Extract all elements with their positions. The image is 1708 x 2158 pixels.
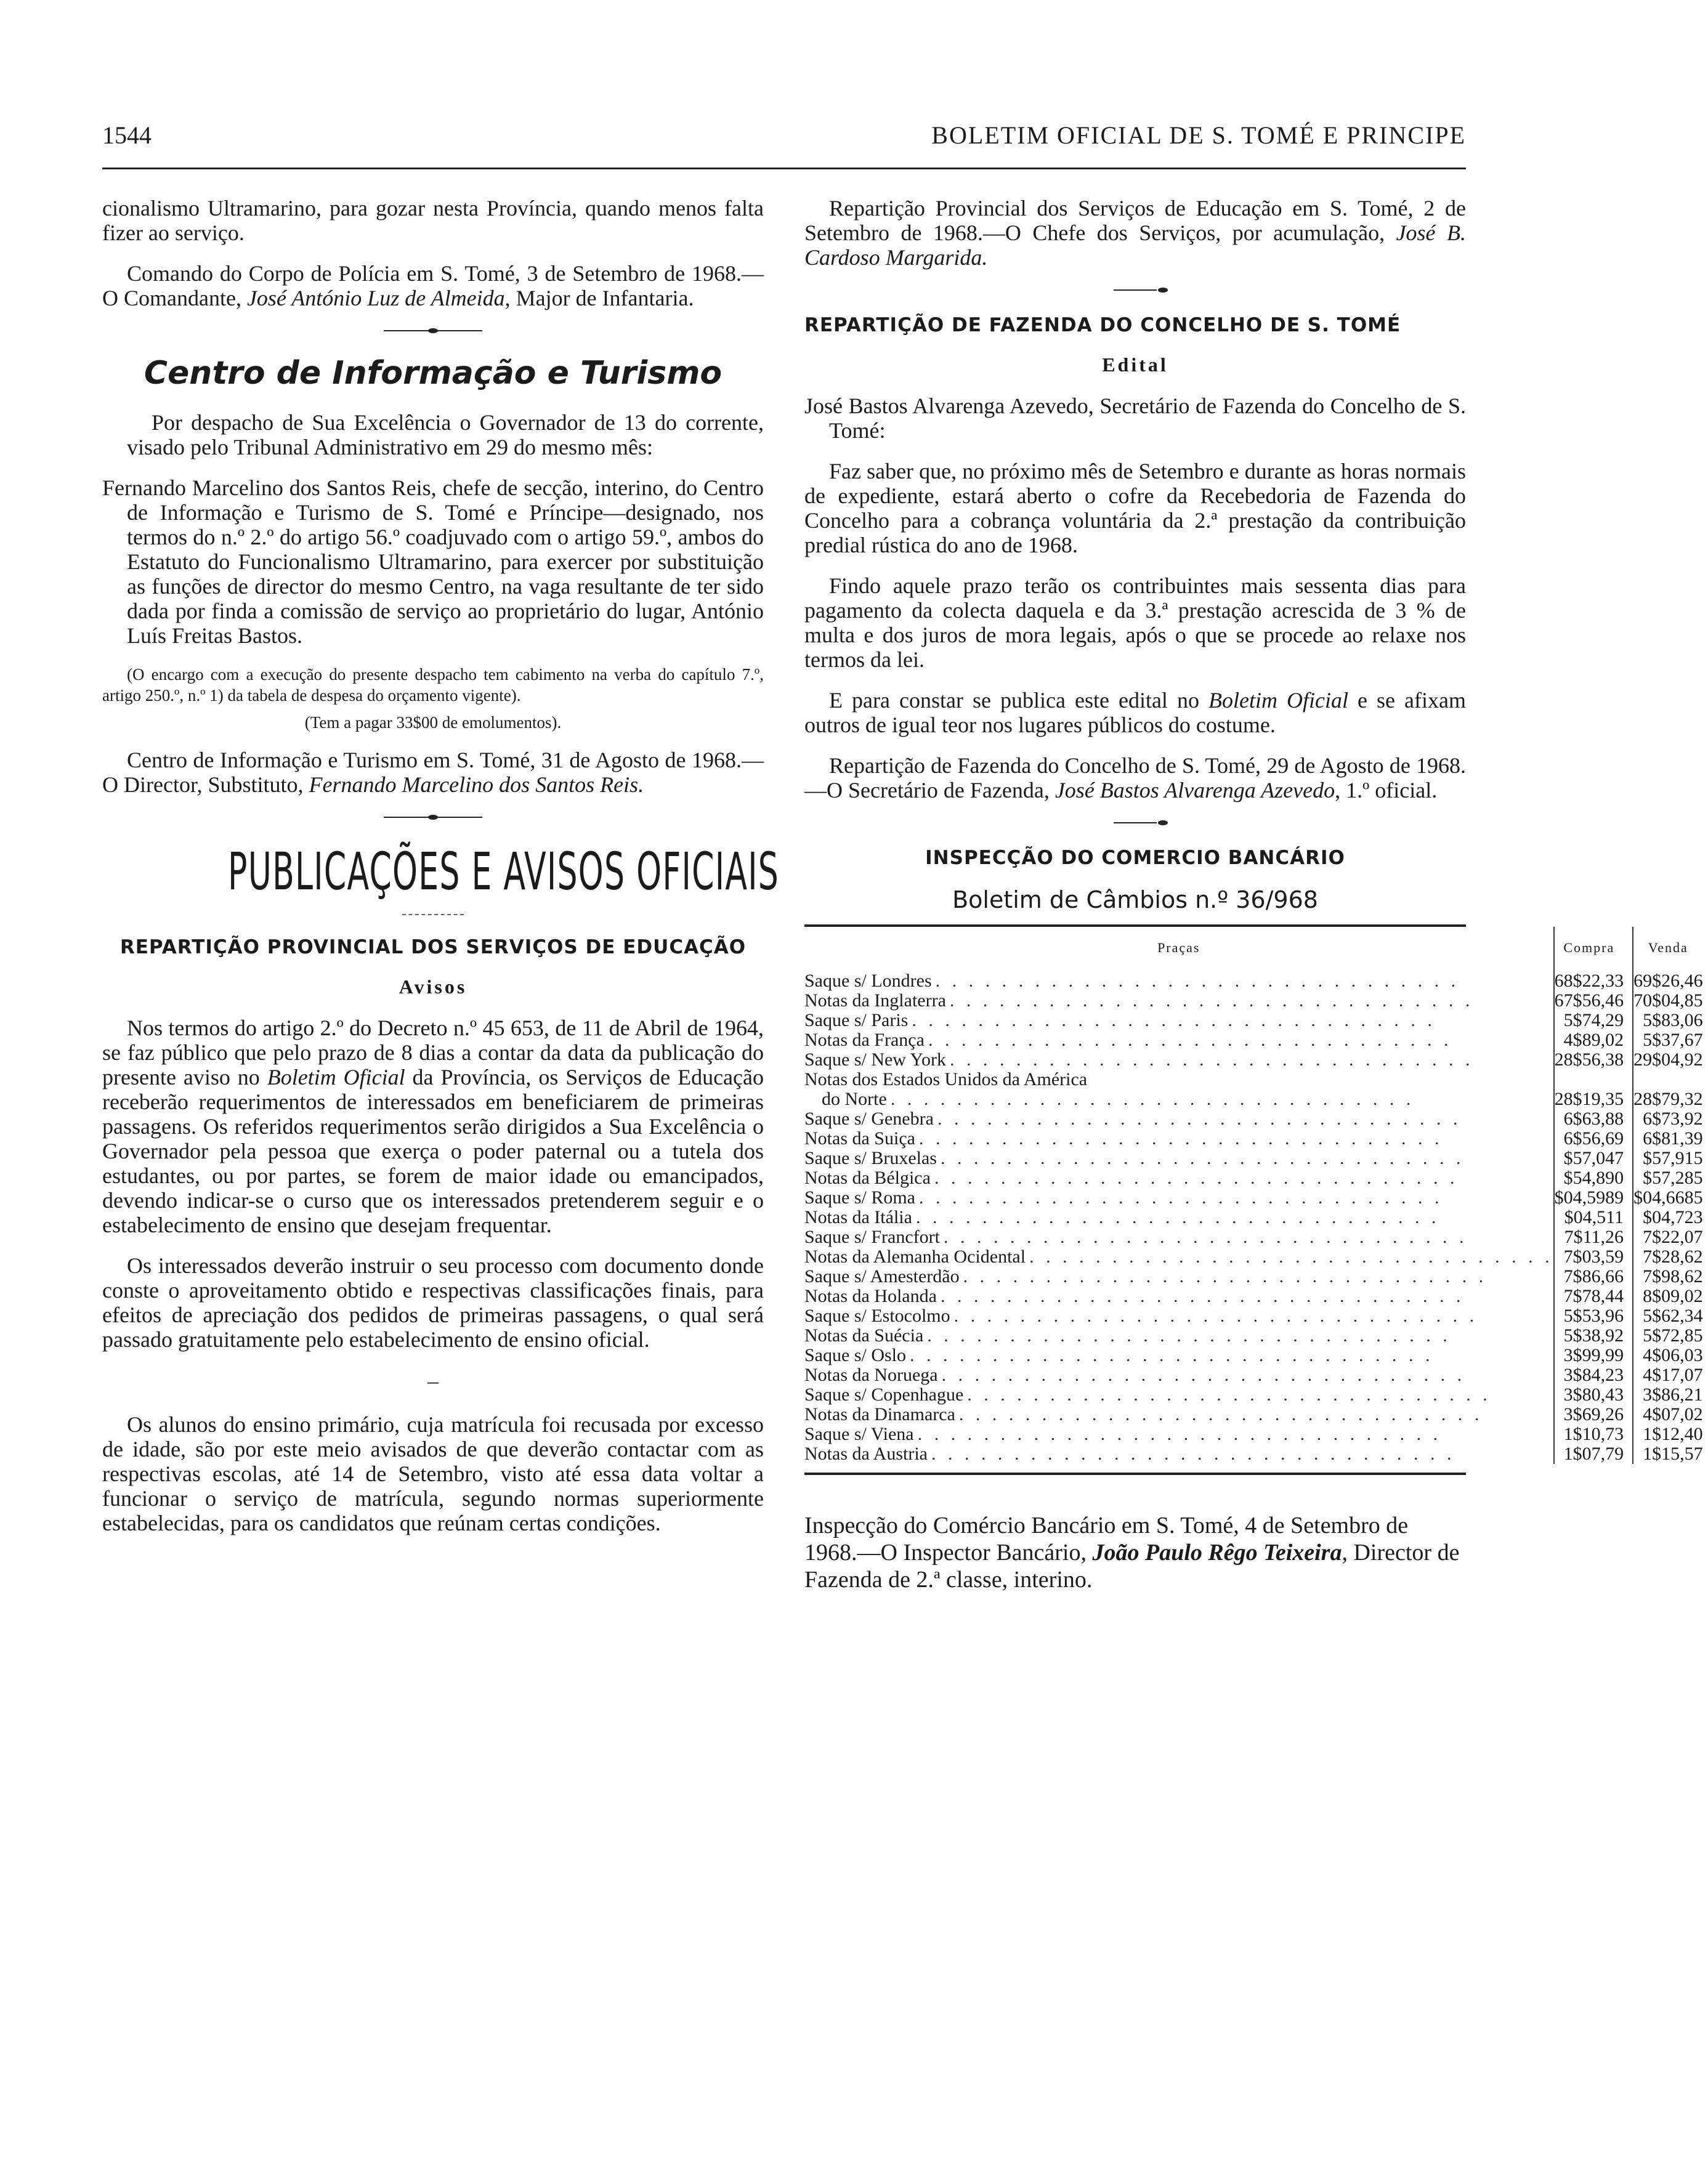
table-row [804, 1089, 1708, 1109]
row-place-cell [804, 1149, 1554, 1168]
avisos-paragraph-1 [102, 1016, 764, 1237]
row-sell: 3$86,21 [1633, 1385, 1708, 1405]
table-row [804, 1346, 1708, 1365]
row-place: Saque s/ Amesterdão [804, 1266, 960, 1287]
row-place: Notas da Dinamarca [804, 1404, 955, 1425]
inspeccao-title: INSPECÇÃO DO COMERCIO BANCÁRIO [925, 847, 1345, 869]
table-row [804, 1030, 1708, 1050]
row-buy: 4$89,02 [1554, 1030, 1633, 1050]
row-place: Saque s/ Roma [804, 1187, 915, 1208]
row-place: Notas da Holanda [804, 1286, 937, 1306]
leader-dots: . . . . . . . . . . . . . . . . . . . . . . . . . . . . . . . . [928, 1030, 1452, 1050]
row-place-cell [804, 1227, 1554, 1247]
header-buy: Compra [1554, 927, 1633, 971]
inspeccao-signoff [804, 1512, 1466, 1593]
avisos-p1-a: Nos termos do artigo 2.º do Decreto n.º 45 653, de 11 de Abril de 1964, se faz público que pelo prazo de 8 dias a contar da data da publicação do presente aviso no [102, 1016, 764, 1089]
row-place-cell [804, 1030, 1554, 1050]
row-sell [1633, 1070, 1708, 1089]
row-sell: 6$81,39 [1633, 1129, 1708, 1149]
inspeccao-signoff-name: João Paulo Rêgo Teixeira [1092, 1540, 1342, 1566]
leader-dots: . . . . . . . . . . . . . . . . . . . . . . . . . . . . . . . . [917, 1424, 1442, 1444]
row-place: Notas da Alemanha Ocidental [804, 1247, 1026, 1267]
row-buy: 3$84,23 [1554, 1365, 1633, 1385]
avisos-p1-b: da Província, os Serviços de Educação receberão requerimentos de interessados em beneficiarem de primeiras passagens. Os referidos requerimentos serão dirigidos a Sua Excelência o Governador pela pessoa que exerça o poder paternal ou a tutela dos estudantes, ou por partes, se forem de maior idade ou emancipados, devendo indicar-se o curso que os interessados pretenderem seguir e o estabelecimento de ensino que desejam frequentar. [102, 1065, 764, 1237]
row-buy: 1$10,73 [1554, 1425, 1633, 1444]
table-row [804, 1247, 1708, 1267]
table-row [804, 1011, 1708, 1030]
row-place-cell [804, 1247, 1554, 1267]
row-buy: $57,047 [1554, 1149, 1633, 1168]
table-row [804, 1306, 1708, 1326]
row-place: Saque s/ Viena [804, 1424, 914, 1444]
row-place-cell [804, 1287, 1554, 1306]
leader-dots: . . . . . . . . . . . . . . . . . . . . . . . . . . . . . . . . [934, 1168, 1459, 1188]
row-sell: 5$37,67 [1633, 1030, 1708, 1050]
row-sell: $04,6685 [1633, 1188, 1708, 1208]
leader-dots: . . . . . . . . . . . . . . . . . . . . . . . . . . . . . . . . [915, 1207, 1440, 1227]
fazenda-paragraph-2: Faz saber que, no próximo mês de Setembro e durante as horas normais de expediente, estará aberto o cofre da Recebedoria de Fazenda do Concelho para a cobrança voluntária da 2.ª prestação da contribuição predial rústica do ano de 1968. [804, 459, 1466, 557]
row-sell: 69$26,46 [1633, 971, 1708, 991]
row-buy: 5$38,92 [1554, 1326, 1633, 1346]
row-buy: 67$56,46 [1554, 991, 1633, 1011]
row-buy: $04,5989 [1554, 1188, 1633, 1208]
leader-dots: . . . . . . . . . . . . . . . . . . . . . . . . . . . . . . . . [941, 1365, 1466, 1385]
section-separator [384, 814, 482, 820]
row-place: Saque s/ Bruxelas [804, 1148, 937, 1168]
row-place-cell [804, 1208, 1554, 1227]
row-place-cell [804, 1129, 1554, 1149]
leader-dots: . . . . . . . . . . . . . . . . . . . . . . . . . . . . . . . . [940, 1148, 1465, 1168]
header-rule [102, 168, 1466, 169]
row-place-cell [804, 1011, 1554, 1030]
row-place: Notas da Inglaterra [804, 990, 946, 1011]
inspeccao-signoff-lead: Inspecção do Comércio Bancário em S. Tomé, 4 de Setembro de 1968.—O Inspector Bancário, [804, 1513, 1409, 1566]
leader-dots: . . . . . . . . . . . . . . . . . . . . . . . . . . . . . . . . [1029, 1247, 1553, 1267]
fazenda-p4-b: e se afixam outros de igual teor nos lugares públicos do costume. [804, 688, 1466, 737]
police-signoff-lead: Comando do Corpo de Polícia em S. Tomé, 3 de Setembro de 1968.—O Comandante, [102, 261, 764, 310]
avisos-label: Avisos [399, 976, 467, 998]
page-number: 1544 [102, 121, 152, 149]
avisos-paragraph-2: Os interessados deverão instruir o seu processo com documento donde conste o aproveitamento obtido e respectivas classificações finais, para efeitos de apreciação dos pedidos de primeiras passagens, o qual será passado gratuitamente pelo estabelecimento de ensino oficial. [102, 1253, 764, 1352]
dash-ornament: – [427, 1368, 439, 1393]
row-buy: 28$56,38 [1554, 1050, 1633, 1070]
row-buy [1554, 1070, 1633, 1089]
row-place-cell [804, 1188, 1554, 1208]
table-row [804, 1188, 1708, 1208]
row-place: Notas da Noruega [804, 1365, 938, 1385]
row-buy: 3$99,99 [1554, 1346, 1633, 1365]
exchange-rates-table [804, 927, 1708, 1464]
row-place-cell [804, 1050, 1554, 1070]
left-column [102, 196, 780, 2121]
row-sell: 8$09,02 [1633, 1287, 1708, 1306]
row-sell: 7$28,62 [1633, 1247, 1708, 1267]
educacao-signoff [804, 196, 1466, 270]
row-place: Notas da Suécia [804, 1325, 924, 1346]
leader-dots: . . . . . . . . . . . . . . . . . . . . . . . . . . . . . . . . [963, 1266, 1487, 1287]
table-row [804, 1287, 1708, 1306]
section-separator [1114, 287, 1157, 293]
row-buy: 1$07,79 [1554, 1444, 1633, 1464]
row-buy: $54,890 [1554, 1168, 1633, 1188]
fazenda-title: REPARTIÇÃO DE FAZENDA DO CONCELHO DE S. TOMÉ [804, 314, 1401, 336]
table-row [804, 1129, 1708, 1149]
avisos-p1-italic: Boletim Oficial [267, 1065, 405, 1089]
row-place: Notas da Itália [804, 1207, 912, 1227]
centro-title: Centro de Informação e Turismo [144, 355, 722, 392]
centro-body: Fernando Marcelino dos Santos Reis, chefe de secção, interino, do Centro de Informação e Turismo de S. Tomé e Príncipe—designado, nos termos do n.º 2.º do artigo 56.º coadjuvado com o artigo 59.º, ambos do Estatuto do Funcionalismo Ultramarino, para exercer por substituição as funções de director do mesmo Centro, na vaga resultante de ter sido dada por finda a comissão de serviço ao proprietário do lugar, António Luís Freitas Bastos. [102, 475, 764, 648]
row-place: Saque s/ Francfort [804, 1227, 940, 1247]
row-sell: $57,285 [1633, 1168, 1708, 1188]
fazenda-paragraph-4 [804, 688, 1466, 737]
row-place-cell [804, 1405, 1554, 1425]
row-sell: 29$04,92 [1633, 1050, 1708, 1070]
row-place-cell [804, 971, 1554, 991]
row-place: Notas dos Estados Unidos da América [804, 1069, 1088, 1089]
leader-dots: . . . . . . . . . . . . . . . . . . . . . . . . . . . . . . . . [949, 990, 1474, 1011]
row-sell: 7$22,07 [1633, 1227, 1708, 1247]
inspeccao-signoff-tail: , Director de Fazenda de 2.ª classe, interino. [804, 1540, 1460, 1593]
row-sell: 4$07,02 [1633, 1405, 1708, 1425]
leader-dots: . . . . . . . . . . . . . . . . . . . . . . . . . . . . . . . . [950, 1049, 1474, 1070]
leader-dots: . . . . . . . . . . . . . . . . . . . . . . . . . . . . . . . . [967, 1384, 1491, 1405]
row-sell: 5$83,06 [1633, 1011, 1708, 1030]
section-separator [1114, 820, 1157, 826]
table-row [804, 1208, 1708, 1227]
publicacoes-title: PUBLICAÇÕES E AVISOS OFICIAIS [228, 841, 780, 902]
table-row [804, 1070, 1708, 1089]
table-row [804, 1050, 1708, 1070]
fazenda-paragraph-3: Findo aquele prazo terão os contribuintes mais sessenta dias para pagamento da colecta daquela e da 3.ª prestação acrescida de 3 % de multa e dos juros de mora legais, após o que se procede ao relaxe nos termos da lei. [804, 573, 1466, 672]
leader-dots: . . . . . . . . . . . . . . . . . . . . . . . . . . . . . . . . [953, 1306, 1478, 1326]
header-sell: Venda [1633, 927, 1708, 971]
row-buy: 7$86,66 [1554, 1267, 1633, 1287]
row-buy: 28$19,35 [1554, 1089, 1633, 1109]
table-row [804, 1405, 1708, 1425]
fazenda-signoff-tail: , 1.º oficial. [1335, 778, 1438, 802]
fazenda-p4-italic: Boletim Oficial [1208, 688, 1348, 713]
row-place-cell [804, 1089, 1554, 1109]
row-place: Saque s/ Estocolmo [804, 1306, 950, 1326]
row-place-cell [804, 1070, 1554, 1089]
table-row [804, 1444, 1708, 1464]
row-place: Saque s/ New York [804, 1049, 947, 1070]
leader-dots: . . . . . . . . . . . . . . . . . . . . . . . . . . . . . . . . [910, 1345, 1434, 1365]
table-row [804, 1326, 1708, 1346]
row-sell: 7$98,62 [1633, 1267, 1708, 1287]
row-place: Saque s/ Copenhague [804, 1384, 964, 1405]
row-sell: 4$06,03 [1633, 1346, 1708, 1365]
row-place: Saque s/ Oslo [804, 1345, 906, 1365]
leader-dots: . . . . . . . . . . . . . . . . . . . . . . . . . . . . . . . . [919, 1187, 1443, 1208]
fazenda-signoff [804, 753, 1466, 802]
row-place-cell [804, 1168, 1554, 1188]
title-dash [402, 914, 464, 915]
row-place: Saque s/ Genebra [804, 1109, 934, 1129]
leader-dots: . . . . . . . . . . . . . . . . . . . . . . . . . . . . . . . . [931, 1444, 1455, 1464]
table-row [804, 971, 1708, 991]
row-buy: $04,511 [1554, 1208, 1633, 1227]
row-place-cell [804, 1365, 1554, 1385]
centro-note-fees: (Tem a pagar 33$00 de emolumentos). [304, 713, 562, 732]
leader-dots: . . . . . . . . . . . . . . . . . . . . . . . . . . . . . . . . [937, 1109, 1462, 1129]
leader-dots: . . . . . . . . . . . . . . . . . . . . . . . . . . . . . . . . [943, 1227, 1468, 1247]
header-place: Praças [1157, 940, 1200, 955]
row-place-cell [804, 991, 1554, 1011]
police-signoff-name: José António Luz de Almeida [246, 286, 505, 310]
leader-dots: . . . . . . . . . . . . . . . . . . . . . . . . . . . . . . . . [935, 971, 1460, 991]
row-buy: 3$80,43 [1554, 1385, 1633, 1405]
table-row [804, 1365, 1708, 1385]
table-row [804, 1267, 1708, 1287]
row-place: Notas da Austria [804, 1444, 928, 1464]
edital-label: Edital [1102, 354, 1168, 376]
row-place-cell [804, 1109, 1554, 1129]
police-signoff-tail: , Major de Infantaria. [504, 286, 694, 310]
row-place: Saque s/ Londres [804, 971, 932, 991]
row-place-cell [804, 1425, 1554, 1444]
educacao-signoff-name: José B. Cardoso Margarida. [804, 220, 1466, 270]
rates-body [804, 971, 1708, 1464]
row-sell: $57,915 [1633, 1149, 1708, 1168]
row-place-cell [804, 1306, 1554, 1326]
table-bottom-rule [804, 1473, 1466, 1475]
row-place-cell [804, 1267, 1554, 1287]
fazenda-paragraph-1: José Bastos Alvarenga Azevedo, Secretário de Fazenda do Concelho de S. Tomé: [804, 394, 1466, 443]
centro-signoff-name: Fernando Marcelino dos Santos Reis. [309, 772, 644, 797]
row-place: Saque s/ Paris [804, 1010, 909, 1030]
leader-dots: . . . . . . . . . . . . . . . . . . . . . . . . . . . . . . . . [940, 1286, 1465, 1306]
fazenda-p4-a: E para constar se publica este edital no [829, 688, 1208, 713]
educacao-signoff-lead: Repartição Provincial dos Serviços de Educação em S. Tomé, 2 de Setembro de 1968.—O Chefe dos Serviços, por acumulação, [804, 196, 1466, 245]
leader-dots: . . . . . . . . . . . . . . . . . . . . . . . . . . . . . . . . [958, 1404, 1483, 1425]
row-buy: 3$69,26 [1554, 1405, 1633, 1425]
leader-dots: . . . . . . . . . . . . . . . . . . . . . . . . . . . . . . . . [890, 1089, 1415, 1109]
fazenda-signoff-name: José Bastos Alvarenga Azevedo [1054, 778, 1335, 802]
row-sell: 70$04,85 [1633, 991, 1708, 1011]
row-buy: 7$03,59 [1554, 1247, 1633, 1267]
row-sell: 6$73,92 [1633, 1109, 1708, 1129]
row-buy: 68$22,33 [1554, 971, 1633, 991]
centro-signoff-lead: Centro de Informação e Turismo em S. Tomé, 31 de Agosto de 1968.—O Director, Substituto, [102, 748, 764, 797]
row-buy: 7$11,26 [1554, 1227, 1633, 1247]
row-place: do Norte [822, 1089, 887, 1109]
table-row [804, 1425, 1708, 1444]
right-column [804, 196, 1703, 2121]
centro-note-budget: (O encargo com a execução do presente despacho tem cabimento na verba do capítulo 7.º, artigo 250.º, n.º 1) da tabela de despesa do orçamento vigente). [102, 665, 764, 705]
centro-intro: Por despacho de Sua Excelência o Governador de 13 do corrente, visado pelo Tribunal Administrativo em 29 do mesmo mês: [127, 410, 764, 459]
row-sell: 5$72,85 [1633, 1326, 1708, 1346]
row-sell: 1$15,57 [1633, 1444, 1708, 1464]
leader-dots: . . . . . . . . . . . . . . . . . . . . . . . . . . . . . . . . [927, 1325, 1451, 1346]
centro-signoff [102, 748, 764, 797]
educacao-subtitle: REPARTIÇÃO PROVINCIAL DOS SERVIÇOS DE EDUCAÇÃO [119, 936, 747, 958]
row-place: Notas da Suiça [804, 1128, 915, 1149]
row-sell: 4$17,07 [1633, 1365, 1708, 1385]
running-title: BOLETIM OFICIAL DE S. TOMÉ E PRINCIPE [931, 121, 1466, 149]
row-buy: 5$53,96 [1554, 1306, 1633, 1326]
row-buy: 6$56,69 [1554, 1129, 1633, 1149]
leader-dots: . . . . . . . . . . . . . . . . . . . . . . . . . . . . . . . . [918, 1128, 1443, 1149]
table-row [804, 991, 1708, 1011]
table-row [804, 1227, 1708, 1247]
table-row [804, 1168, 1708, 1188]
row-sell: 28$79,32 [1633, 1089, 1708, 1109]
row-place-cell [804, 1444, 1554, 1464]
police-signoff [102, 261, 764, 310]
row-place-cell [804, 1326, 1554, 1346]
row-sell: 1$12,40 [1633, 1425, 1708, 1444]
table-row [804, 1385, 1708, 1405]
row-place-cell [804, 1385, 1554, 1405]
row-buy: 6$63,88 [1554, 1109, 1633, 1129]
row-place-cell [804, 1346, 1554, 1365]
row-buy: 7$78,44 [1554, 1287, 1633, 1306]
leader-dots: . . . . . . . . . . . . . . . . . . . . . . . . . . . . . . . . [912, 1010, 1436, 1030]
continuation-paragraph: cionalismo Ultramarino, para gozar nesta Província, quando menos falta fizer ao serviço. [102, 196, 764, 245]
table-header-row [804, 927, 1708, 971]
avisos-paragraph-3: Os alunos do ensino primário, cuja matrícula foi recusada por excesso de idade, são por este meio avisados de que deverão contactar com as respectivas escolas, até 14 de Setembro, visto até essa data voltar a funcionar o serviço de matrícula, segundo normas superiormente estabelecidas, para os candidatos que reúnam certas condições. [102, 1412, 764, 1535]
table-row [804, 1149, 1708, 1168]
rates-title: Boletim de Câmbios n.º 36/968 [952, 886, 1318, 913]
fazenda-signoff-lead: Repartição de Fazenda do Concelho de S. Tomé, 29 de Agosto de 1968.—O Secretário de Fazenda, [804, 753, 1466, 802]
table-row [804, 1109, 1708, 1129]
row-buy: 5$74,29 [1554, 1011, 1633, 1030]
row-sell: 5$62,34 [1633, 1306, 1708, 1326]
row-place: Notas da França [804, 1030, 925, 1050]
row-place: Notas da Bélgica [804, 1168, 931, 1188]
section-separator [384, 328, 482, 334]
row-sell: $04,723 [1633, 1208, 1708, 1227]
